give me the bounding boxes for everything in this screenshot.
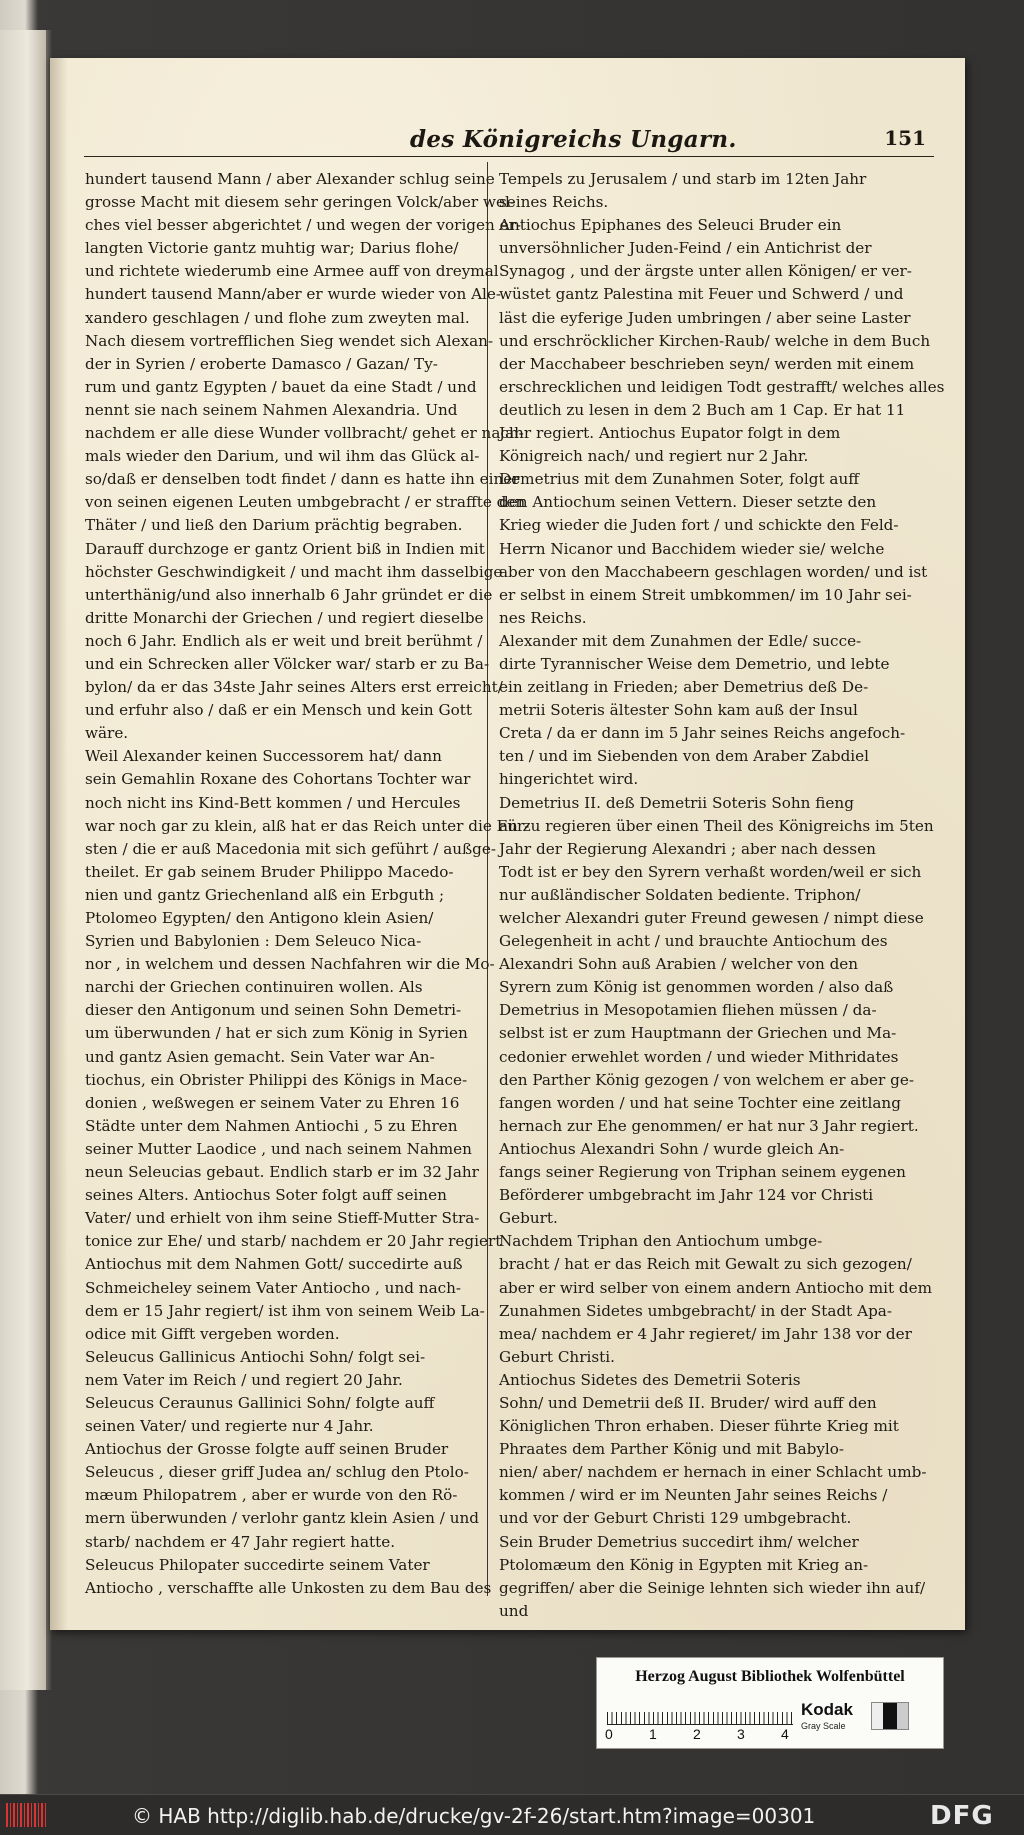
text-line: rum und gantz Egypten / bauet da eine Stadt / und bbox=[85, 377, 477, 396]
barcode-icon bbox=[6, 1803, 46, 1827]
text-line: seines Alters. Antiochus Soter folgt auff seinen bbox=[85, 1186, 447, 1205]
text-line: Geburt. bbox=[499, 1209, 558, 1228]
text-line: mæum Philopatrem , aber er wurde von den Rö- bbox=[85, 1486, 458, 1505]
text-line: Syrern zum König ist genommen worden / also daß bbox=[499, 978, 894, 997]
text-line: aber er wird selber von einem andern Antiocho mit dem bbox=[499, 1278, 933, 1297]
text-line: Syrien und Babylonien : Dem Seleuco Nica- bbox=[85, 932, 422, 951]
text-line: und erschröcklicher Kirchen-Raub/ welche in dem Buch bbox=[499, 331, 931, 350]
text-line: odice mit Gifft vergeben worden. bbox=[85, 1324, 340, 1343]
text-line: und gantz Asien gemacht. Sein Vater war An- bbox=[85, 1047, 435, 1066]
text-line: Creta / da er dann im 5 Jahr seines Reichs angefoch- bbox=[499, 724, 906, 743]
text-line: unterthänig/und also innerhalb 6 Jahr gründet er die bbox=[85, 585, 493, 604]
text-line: wäre. bbox=[85, 724, 129, 743]
text-line: Nach diesem vortrefflichen Sieg wendet sich Alexan- bbox=[85, 331, 494, 350]
text-line: und richtete wiederumb eine Armee auff von dreymal bbox=[85, 262, 499, 281]
text-line: nur außländischer Soldaten bediente. Triphon/ bbox=[499, 885, 861, 904]
library-name: Herzog August Bibliothek Wolfenbüttel bbox=[635, 1668, 905, 1685]
text-line: deutlich zu lesen in dem 2 Buch am 1 Cap. Er hat 11 bbox=[499, 400, 906, 419]
text-line: Phraates dem Parther König und mit Babylo- bbox=[499, 1440, 845, 1459]
text-line: ches viel besser abgerichtet / und wegen der vorigen er- bbox=[85, 216, 521, 235]
copyright-link[interactable]: © HAB http://diglib.hab.de/drucke/gv-2f-26/start.htm?image=00301 bbox=[132, 1804, 816, 1828]
text-line: höchster Geschwindigkeit / und macht ihm dasselbige bbox=[85, 562, 503, 581]
text-line: Königlichen Thron erhaben. Dieser führte Krieg mit bbox=[499, 1417, 899, 1436]
text-line: tiochus, ein Obrister Philippi des Königs in Mace- bbox=[85, 1070, 468, 1089]
text-line: Antiochus der Grosse folgte auff seinen Bruder bbox=[85, 1440, 449, 1459]
text-line: nachdem er alle diese Wunder vollbracht/ gehet er nach- bbox=[85, 424, 524, 443]
text-line: theilet. Er gab seinem Bruder Philippo Macedo- bbox=[85, 862, 454, 881]
text-line: hundert tausend Mann/aber er wurde wieder von Ale- bbox=[85, 285, 502, 304]
text-line: Geburt Christi. bbox=[499, 1347, 615, 1366]
text-line: seines Reichs. bbox=[499, 193, 609, 212]
text-line: und vor der Geburt Christi 129 umbgebracht. bbox=[499, 1509, 852, 1528]
ruler-number: 1 bbox=[649, 1726, 657, 1742]
ruler-number: 2 bbox=[693, 1726, 701, 1742]
text-line: xandero geschlagen / und flohe zum zweyten mal. bbox=[85, 308, 470, 327]
text-line: dirte Tyrannischer Weise dem Demetrio, und lebte bbox=[499, 654, 890, 673]
text-line: von seinen eigenen Leuten umbgebracht / er straffte den bbox=[85, 493, 526, 512]
text-line: Synagog , und der ärgste unter allen Königen/ er ver- bbox=[499, 262, 912, 281]
text-line: Schmeicheley seinem Vater Antiocho , und nach- bbox=[85, 1278, 462, 1297]
text-line: erschrecklichen und leidigen Todt gestrafft/ welches alles bbox=[499, 377, 945, 396]
text-line: bylon/ da er das 34ste Jahr seines Alters erst erreicht/ bbox=[85, 678, 503, 697]
text-line: Ptolomæum den König in Egypten mit Krieg an- bbox=[499, 1555, 869, 1574]
text-line: dem er 15 Jahr regiert/ ist ihm von seinem Weib La- bbox=[85, 1301, 485, 1320]
text-line: seinen Vater/ und regierte nur 4 Jahr. bbox=[85, 1417, 374, 1436]
text-line: welcher Alexandri guter Freund gewesen / nimpt diese bbox=[499, 909, 924, 927]
text-line: und ein Schrecken aller Völcker war/ starb er zu Ba- bbox=[85, 654, 490, 673]
text-line: tonice zur Ehe/ und starb/ nachdem er 20 Jahr regiert bbox=[85, 1232, 502, 1251]
text-line: unversöhnlicher Juden-Feind / ein Antichrist der bbox=[499, 239, 872, 258]
text-line: Gelegenheit in acht / und brauchte Antiochum des bbox=[499, 932, 888, 951]
text-line: hernach zur Ehe genommen/ er hat nur 3 Jahr regiert. bbox=[499, 1116, 919, 1135]
text-line: Alexander mit dem Zunahmen der Edle/ succe- bbox=[499, 631, 862, 650]
column-divider bbox=[487, 162, 488, 1596]
text-line: mea/ nachdem er 4 Jahr regieret/ im Jahr 138 vor der bbox=[499, 1324, 912, 1343]
library-color-target bbox=[596, 1657, 944, 1749]
text-line: Zunahmen Sidetes umbgebracht/ in der Stadt Apa- bbox=[499, 1301, 892, 1320]
text-line: Vater/ und erhielt von ihm seine Stieff-Mutter Stra- bbox=[85, 1209, 480, 1228]
text-line: Seleucus Philopater succedirte seinem Vater bbox=[85, 1555, 430, 1574]
text-line: Demetrius in Mesopotamien fliehen müssen / da- bbox=[499, 1001, 877, 1020]
text-line: Königreich nach/ und regiert nur 2 Jahr. bbox=[499, 447, 809, 466]
text-line: war noch gar zu klein, alß hat er das Reich unter die Für- bbox=[85, 816, 530, 835]
text-line: selbst ist er zum Hauptmann der Griechen und Ma- bbox=[499, 1024, 897, 1043]
ruler-number: 3 bbox=[737, 1726, 745, 1742]
text-line: sten / die er auß Macedonia mit sich geführt / außge- bbox=[85, 839, 497, 858]
text-line: und erfuhr also / daß er ein Mensch und kein Gott bbox=[85, 701, 473, 720]
text-line: Jahr regiert. Antiochus Eupator folgt in dem bbox=[499, 424, 841, 443]
text-line: seiner Mutter Laodice , und nach seinem Nahmen bbox=[85, 1139, 472, 1158]
text-line: nien/ aber/ nachdem er hernach in einer Schlacht umb- bbox=[499, 1463, 927, 1482]
text-line: und bbox=[499, 1601, 529, 1620]
text-line: Seleucus Gallinicus Antiochi Sohn/ folgt sei- bbox=[85, 1347, 426, 1366]
running-head: des Königreichs Ungarn. bbox=[410, 126, 737, 153]
kodak-logo: Kodak bbox=[801, 1700, 853, 1719]
text-line: so/daß er denselben todt findet / dann es hatte ihn einer bbox=[85, 470, 520, 489]
text-line: Seleucus , dieser griff Judea an/ schlug den Ptolo- bbox=[85, 1463, 469, 1482]
dfg-logo: DFG bbox=[930, 1801, 994, 1831]
text-line: Nachdem Triphan den Antiochum umbge- bbox=[499, 1232, 823, 1251]
text-line: den Parther König gezogen / von welchem er aber ge- bbox=[499, 1070, 914, 1089]
text-line: metrii Soteris ältester Sohn kam auß der Insul bbox=[499, 701, 858, 720]
text-line: Antiochus Epiphanes des Seleuci Bruder ein bbox=[499, 216, 842, 235]
text-line: hingerichtet wird. bbox=[499, 770, 639, 789]
text-line: aber von den Macchabeern geschlagen worden/ und ist bbox=[499, 562, 928, 581]
text-line: noch 6 Jahr. Endlich als er weit und breit berühmt / bbox=[85, 631, 483, 650]
text-line: Antiochus Alexandri Sohn / wurde gleich An- bbox=[499, 1139, 845, 1158]
text-line: Sohn/ und Demetrii deß II. Bruder/ wird auff den bbox=[499, 1393, 877, 1412]
text-line: Tempels zu Jerusalem / und starb im 12ten Jahr bbox=[499, 170, 867, 188]
text-line: nennt sie nach seinem Nahmen Alexandria. Und bbox=[85, 400, 458, 419]
text-line: Darauff durchzoge er gantz Orient biß in Indien mit bbox=[85, 539, 485, 558]
text-line: sein Gemahlin Roxane des Cohortans Tochter war bbox=[85, 770, 471, 789]
text-line: Antiocho , verschaffte alle Unkosten zu dem Bau des bbox=[85, 1578, 492, 1597]
text-line: bracht / hat er das Reich mit Gewalt zu sich gezogen/ bbox=[499, 1255, 912, 1274]
text-line: dritte Monarchi der Griechen / und regiert dieselbe bbox=[85, 608, 484, 627]
text-line: ein zeitlang in Frieden; aber Demetrius deß De- bbox=[499, 678, 869, 697]
text-line: Beförderer umbgebracht im Jahr 124 vor Christi bbox=[499, 1186, 874, 1205]
text-line: ten / und im Siebenden von dem Araber Zabdiel bbox=[499, 747, 870, 766]
text-line: neun Seleucias gebaut. Endlich starb er im 32 Jahr bbox=[85, 1163, 479, 1182]
text-line: Todt ist er bey den Syrern verhaßt worden/weil er sich bbox=[499, 862, 922, 881]
text-line: läst die eyferige Juden umbringen / aber seine Laster bbox=[499, 308, 911, 327]
text-line: der Macchabeer beschrieben seyn/ werden mit einem bbox=[499, 354, 915, 373]
text-line: grosse Macht mit diesem sehr geringen Volck/aber wel- bbox=[85, 193, 515, 212]
text-line: der in Syrien / eroberte Damasco / Gazan/ Ty- bbox=[85, 354, 438, 373]
text-line: Krieg wieder die Juden fort / und schickte den Feld- bbox=[499, 516, 899, 535]
text-line: mern überwunden / verlohr gantz klein Asien / und bbox=[85, 1509, 479, 1528]
viewer-footer bbox=[0, 1794, 1024, 1835]
text-line: gegriffen/ aber die Seinige lehnten sich wieder ihn auf/ bbox=[499, 1578, 926, 1597]
gray-scale-patch bbox=[871, 1702, 909, 1730]
text-line: Herrn Nicanor und Bacchidem wieder sie/ welche bbox=[499, 539, 885, 558]
text-line: er selbst in einem Streit umbkommen/ im 10 Jahr sei- bbox=[499, 585, 912, 604]
text-line: narchi der Griechen continuiren wollen. Als bbox=[85, 978, 423, 997]
text-line: Seleucus Ceraunus Gallinici Sohn/ folgte auff bbox=[85, 1393, 435, 1412]
text-line: um überwunden / hat er sich zum König in Syrien bbox=[85, 1024, 468, 1043]
text-line: Demetrius II. deß Demetrii Soteris Sohn fieng bbox=[499, 793, 854, 812]
header-rule bbox=[84, 156, 934, 157]
text-line: nor , in welchem und dessen Nachfahren wir die Mo- bbox=[85, 955, 495, 974]
text-line: wüstet gantz Palestina mit Feuer und Schwerd / und bbox=[499, 285, 904, 304]
text-line: mals wieder den Darium, und wil ihm das Glück al- bbox=[85, 447, 480, 466]
text-line: kommen / wird er im Neunten Jahr seines Reichs / bbox=[499, 1486, 888, 1505]
text-line: Jahr der Regierung Alexandri ; aber nach dessen bbox=[499, 839, 876, 858]
text-line: fangen worden / und hat seine Tochter eine zeitlang bbox=[499, 1093, 901, 1112]
text-line: Städte unter dem Nahmen Antiochi , 5 zu Ehren bbox=[85, 1116, 458, 1135]
text-line: Ptolomeo Egypten/ den Antigono klein Asien/ bbox=[85, 909, 434, 927]
text-line: nem Vater im Reich / und regiert 20 Jahr. bbox=[85, 1370, 403, 1389]
text-line: nien und gantz Griechenland alß ein Erbguth ; bbox=[85, 885, 445, 904]
text-line: starb/ nachdem er 47 Jahr regiert hatte. bbox=[85, 1532, 396, 1551]
previous-page-edge bbox=[0, 30, 47, 1690]
text-line: hundert tausend Mann / aber Alexander schlug seine bbox=[85, 170, 495, 188]
text-line: fangs seiner Regierung von Triphan seinem eygenen bbox=[499, 1163, 906, 1182]
ruler-number: 0 bbox=[605, 1726, 613, 1742]
text-line: Sein Bruder Demetrius succedirt ihm/ welcher bbox=[499, 1532, 859, 1551]
book-page bbox=[50, 58, 965, 1630]
text-line: donien , weßwegen er seinem Vater zu Ehren 16 bbox=[85, 1093, 460, 1112]
text-line: Demetrius mit dem Zunahmen Soter, folgt auff bbox=[499, 470, 860, 489]
text-line: den Antiochum seinen Vettern. Dieser setzte den bbox=[499, 493, 877, 512]
text-line: Antiochus mit dem Nahmen Gott/ succedirte auß bbox=[85, 1255, 463, 1274]
text-line: Thäter / und ließ den Darium prächtig begraben. bbox=[85, 516, 463, 535]
text-line: an zu regieren über einen Theil des Königreichs im 5ten bbox=[499, 816, 934, 835]
text-line: Antiochus Sidetes des Demetrii Soteris bbox=[499, 1370, 801, 1389]
text-line: cedonier erwehlet worden / und wieder Mithridates bbox=[499, 1047, 899, 1066]
ruler-number: 4 bbox=[781, 1726, 789, 1742]
gray-scale-caption: Gray Scale bbox=[801, 1721, 846, 1731]
right-column bbox=[499, 168, 945, 1623]
text-line: dieser den Antigonum und seinen Sohn Demetri- bbox=[85, 1001, 462, 1020]
text-line: nes Reichs. bbox=[499, 608, 587, 627]
text-line: Alexandri Sohn auß Arabien / welcher von den bbox=[499, 955, 859, 974]
scale-ruler bbox=[607, 1702, 793, 1725]
text-line: langten Victorie gantz muhtig war; Darius flohe/ bbox=[85, 239, 459, 258]
page-number: 151 bbox=[884, 126, 926, 150]
text-line: Weil Alexander keinen Successorem hat/ dann bbox=[85, 747, 442, 766]
text-line: noch nicht ins Kind-Bett kommen / und Hercules bbox=[85, 793, 461, 812]
